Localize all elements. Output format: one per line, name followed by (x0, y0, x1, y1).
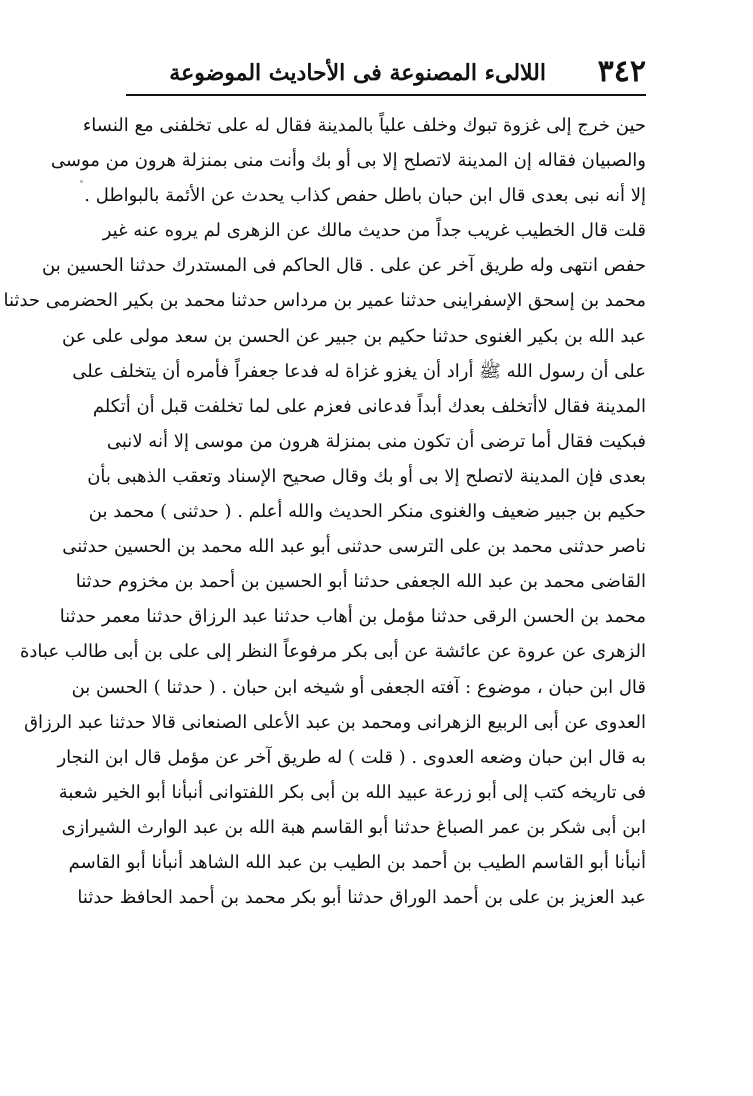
text-line: قلت قال الخطيب غريب جداً من حديث مالك عن الزهرى لم يروه عنه غير (102, 220, 646, 242)
text-line: حكيم بن جبير ضعيف والغنوى منكر الحديث والله أعلم . ( حدثنى ) محمد بن (88, 501, 646, 523)
page-header (126, 52, 646, 96)
text-line: العدوى عن أبى الربيع الزهرانى ومحمد بن عبد الأعلى الصنعانى قالا حدثنا عبد الرزاق (24, 711, 646, 733)
text-line: قال ابن حبان ، موضوع : آفته الجعفى أو شيخه ابن حبان . ( حدثنا ) الحسن بن (71, 676, 646, 698)
text-line: المدينة فقال لاأتخلف بعدك أبداً فدعانى فعزم على لما تخلفت قبل أن أتكلم (92, 395, 646, 417)
running-title: اللالىء المصنوعة فى الأحاديث الموضوعة (169, 60, 546, 86)
body-text (3, 108, 646, 915)
text-line: ابن أبى شكر بن عمر الصباغ حدثنا أبو القاسم هبة الله بن عبد الوارث الشيرازى (61, 816, 646, 838)
paper-speck (80, 180, 83, 183)
text-line: والصبيان فقاله إن المدينة لاتصلح إلا بى أو بك وأنت منى بمنزلة هرون من موسى (50, 150, 646, 172)
text-line: به قال ابن حبان وضعه العدوى . ( قلت ) له طريق آخر عن مؤمل قال ابن النجار (57, 746, 646, 768)
page-number: ٣٤٢ (597, 54, 646, 89)
text-line: على أن رسول الله ﷺ أراد أن يغزو غزاة له فدعا جعفراً فأمره أن يتخلف على (72, 360, 646, 382)
header-rule (126, 94, 646, 96)
text-line: عبد الله بن بكير الغنوى حدثنا حكيم بن جبير عن الحسن بن سعد مولى على عن (62, 325, 646, 347)
text-line: إلا أنه نبى بعدى قال ابن حبان باطل حفص كذاب يحدث عن الأئمة بالبواطل . (84, 185, 646, 207)
text-line: فى تاريخه كتب إلى أبو زرعة عبيد الله بن أبى بكر اللفتوانى أنبأنا أبو الخير شعبة (58, 781, 646, 803)
text-line: محمد بن الحسن الرقى حدثنا مؤمل بن أهاب حدثنا عبد الرزاق حدثنا معمر حدثنا (59, 606, 646, 628)
text-line: بعدى فإن المدينة لاتصلح إلا بى أو بك وقال صحيح الإسناد وتعقب الذهبى بأن (87, 465, 646, 487)
text-line: حين خرج إلى غزوة تبوك وخلف علياً بالمدينة فقال له على تخلفنى مع النساء (82, 115, 646, 136)
text-line: القاضى محمد بن عبد الله الجعفى حدثنا أبو الحسين بن أحمد بن مخزوم حدثنا (75, 571, 646, 593)
text-line: فبكيت فقال أما ترضى أن تكون منى بمنزلة هرون من موسى إلا أنه لانبى (106, 430, 646, 452)
text-line: أنبأنا أبو القاسم الطيب بن أحمد بن الطيب بن عبد الله الشاهد أنبأنا أبو القاسم (68, 851, 646, 873)
text-line: حفص انتهى وله طريق آخر عن على . قال الحاكم فى المستدرك حدثنا الحسين بن (42, 255, 646, 277)
text-line: ناصر حدثنى محمد بن على الترسى حدثنى أبو عبد الله محمد بن الحسين حدثنى (62, 536, 646, 558)
text-line: محمد بن إسحق الإسفراينى حدثنا عمير بن مرداس حدثنا محمد بن بكير الحضرمى حدثنا (3, 290, 646, 312)
text-line: الزهرى عن عروة عن عائشة عن أبى بكر مرفوعاً النظر إلى على بن أبى طالب عبادة (19, 641, 646, 663)
text-line: عبد العزيز بن على بن أحمد الوراق حدثنا أبو بكر محمد بن أحمد الحافظ حدثنا (77, 887, 646, 909)
